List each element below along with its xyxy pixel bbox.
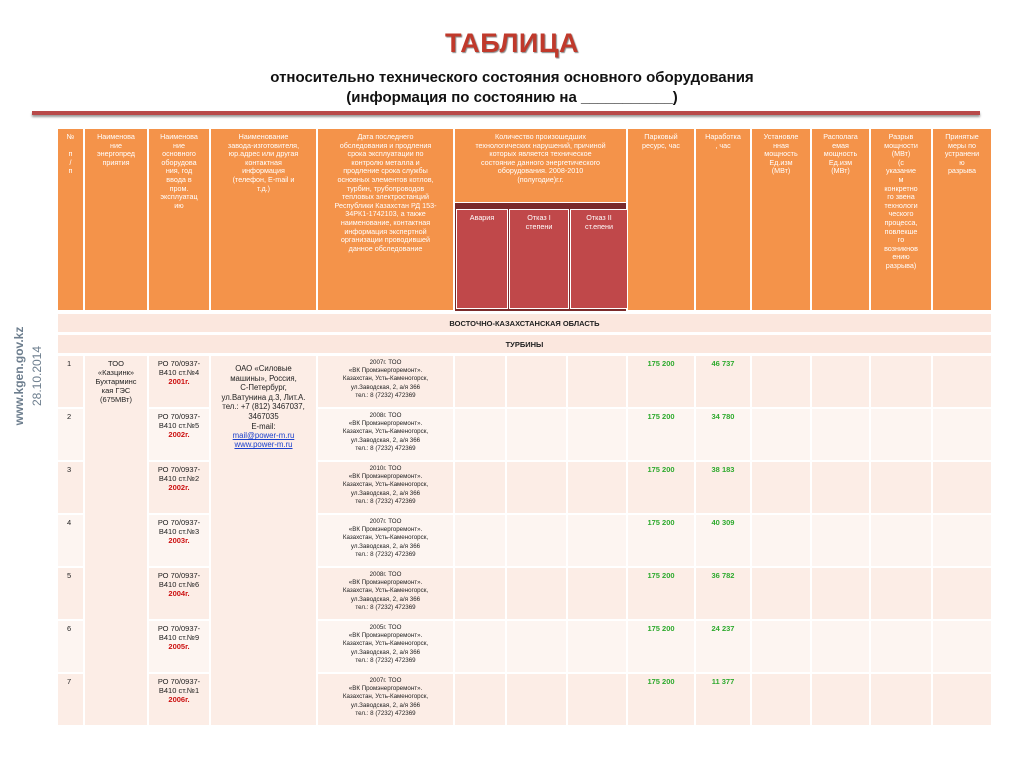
row-measures bbox=[932, 567, 992, 620]
row-accident bbox=[454, 673, 506, 726]
row-failure-2 bbox=[567, 355, 627, 408]
row-failure-1 bbox=[506, 514, 567, 567]
header-failure-2: Отказ II ст.епени bbox=[570, 209, 628, 309]
row-park-resource: 175 200 bbox=[627, 673, 695, 726]
row-failure-2 bbox=[567, 567, 627, 620]
commission-year: 2002г. bbox=[168, 483, 190, 492]
equipment-name: РО 70/0937- В410 ст.№6 bbox=[157, 571, 201, 589]
row-measures bbox=[932, 514, 992, 567]
row-runtime: 24 237 bbox=[695, 620, 751, 673]
row-runtime: 40 309 bbox=[695, 514, 751, 567]
manufacturer-email-link[interactable]: mail@power-m.ru bbox=[232, 431, 295, 441]
row-runtime: 46 737 bbox=[695, 355, 751, 408]
row-measures bbox=[932, 461, 992, 514]
header-capacity-gap: Разрыв мощности (МВт) (с указание м конкретно го звена технологи ческого процесса, повлекше го возникнов ению разрыва) bbox=[870, 128, 932, 311]
row-installed bbox=[751, 355, 811, 408]
row-num: 6 bbox=[57, 620, 84, 673]
commission-year: 2001г. bbox=[168, 377, 190, 386]
row-available bbox=[811, 620, 870, 673]
row-park-resource: 175 200 bbox=[627, 461, 695, 514]
row-measures bbox=[932, 408, 992, 461]
row-accident bbox=[454, 620, 506, 673]
row-equipment bbox=[148, 673, 210, 726]
header-num: № п / п bbox=[57, 128, 84, 311]
row-measures bbox=[932, 673, 992, 726]
header-available-capacity: Располага емая мощность Ед.изм (МВт) bbox=[811, 128, 870, 311]
header-failure-1: Отказ I степени bbox=[509, 209, 569, 309]
row-num: 2 bbox=[57, 408, 84, 461]
row-failure-1 bbox=[506, 620, 567, 673]
row-inspection: 2007г. ТОО «ВК Промэнергоремонт». Казахстан, Усть-Каменогорск, ул.Заводская, 2, а/я 366 тел.: 8 (7232) 472369 bbox=[317, 514, 454, 567]
manufacturer-cell bbox=[210, 355, 317, 726]
row-available bbox=[811, 567, 870, 620]
row-park-resource: 175 200 bbox=[627, 620, 695, 673]
row-failure-1 bbox=[506, 673, 567, 726]
header-violations: Количество произошедших технологических нарушений, причиной которых является техническое состояние данного энергетического оборудования. 2008-2010 (полугодие)г.г. bbox=[454, 128, 627, 203]
equipment-name: РО 70/0937- В410 ст.№9 bbox=[157, 624, 201, 642]
commission-year: 2002г. bbox=[168, 430, 190, 439]
title-divider bbox=[32, 111, 980, 115]
row-equipment bbox=[148, 408, 210, 461]
row-failure-1 bbox=[506, 355, 567, 408]
header-manufacturer: Наименование завода-изготовителя, юр.адрес или другая контактная информация (телефон, E-mail и т.д.) bbox=[210, 128, 317, 311]
row-num: 7 bbox=[57, 673, 84, 726]
header-installed-capacity: Установле нная мощность Ед.изм (МВт) bbox=[751, 128, 811, 311]
row-equipment bbox=[148, 567, 210, 620]
plant-name-cell: ТОО «Казцинк» Бухтарминс кая ГЭС (675МВт) bbox=[84, 355, 148, 726]
manufacturer-website-link[interactable]: www.power-m.ru bbox=[234, 440, 293, 450]
row-failure-1 bbox=[506, 461, 567, 514]
row-runtime: 38 183 bbox=[695, 461, 751, 514]
header-equipment: Наименова ние основного оборудова ния, год ввода в пром. эксплуатац ию bbox=[148, 128, 210, 311]
equipment-name: РО 70/0937- В410 ст.№1 bbox=[157, 677, 201, 695]
equipment-name: РО 70/0937- В410 ст.№5 bbox=[157, 412, 201, 430]
row-installed bbox=[751, 461, 811, 514]
commission-year: 2006г. bbox=[168, 695, 190, 704]
equipment-name: РО 70/0937- В410 ст.№2 bbox=[157, 465, 201, 483]
side-caption bbox=[8, 318, 48, 428]
row-equipment bbox=[148, 461, 210, 514]
row-failure-2 bbox=[567, 673, 627, 726]
row-num: 4 bbox=[57, 514, 84, 567]
row-runtime: 11 377 bbox=[695, 673, 751, 726]
row-runtime: 36 782 bbox=[695, 567, 751, 620]
row-equipment bbox=[148, 620, 210, 673]
row-num: 1 bbox=[57, 355, 84, 408]
row-inspection: 2008г. ТОО «ВК Промэнергоремонт». Казахстан, Усть-Каменогорск, ул.Заводская, 2, а/я 366 тел.: 8 (7232) 472369 bbox=[317, 408, 454, 461]
row-accident bbox=[454, 514, 506, 567]
row-accident bbox=[454, 408, 506, 461]
header-park-resource: Парковый ресурс, час bbox=[627, 128, 695, 311]
row-inspection: 2007г. ТОО «ВК Промэнергоремонт». Казахстан, Усть-Каменогорск, ул.Заводская, 2, а/я 366 тел.: 8 (7232) 472369 bbox=[317, 355, 454, 408]
header-accident: Авария bbox=[456, 209, 508, 309]
row-installed bbox=[751, 673, 811, 726]
row-equipment bbox=[148, 355, 210, 408]
section-row: ТУРБИНЫ bbox=[57, 334, 992, 354]
commission-year: 2004г. bbox=[168, 589, 190, 598]
row-gap bbox=[870, 620, 932, 673]
commission-year: 2005г. bbox=[168, 642, 190, 651]
row-failure-1 bbox=[506, 408, 567, 461]
header-plant: Наименова ние энергопред приятия bbox=[84, 128, 148, 311]
equipment-name: РО 70/0937- В410 ст.№3 bbox=[157, 518, 201, 536]
row-gap bbox=[870, 514, 932, 567]
row-installed bbox=[751, 567, 811, 620]
header-runtime: Наработка , час bbox=[695, 128, 751, 311]
row-failure-2 bbox=[567, 461, 627, 514]
row-failure-1 bbox=[506, 567, 567, 620]
row-equipment bbox=[148, 514, 210, 567]
row-failure-2 bbox=[567, 514, 627, 567]
row-installed bbox=[751, 514, 811, 567]
row-available bbox=[811, 514, 870, 567]
region-row: ВОСТОЧНО-КАЗАХСТАНСКАЯ ОБЛАСТЬ bbox=[57, 313, 992, 333]
row-installed bbox=[751, 408, 811, 461]
row-gap bbox=[870, 567, 932, 620]
row-inspection: 2008г. ТОО «ВК Промэнергоремонт». Казахстан, Усть-Каменогорск, ул.Заводская, 2, а/я 366 тел.: 8 (7232) 472369 bbox=[317, 567, 454, 620]
equipment-name: РО 70/0937- В410 ст.№4 bbox=[157, 359, 201, 377]
row-num: 3 bbox=[57, 461, 84, 514]
page-title: ТАБЛИЦА bbox=[444, 28, 580, 58]
row-available bbox=[811, 408, 870, 461]
row-park-resource: 175 200 bbox=[627, 514, 695, 567]
row-available bbox=[811, 355, 870, 408]
row-gap bbox=[870, 461, 932, 514]
row-accident bbox=[454, 355, 506, 408]
page-subtitle: относительно технического состояния основного оборудования bbox=[270, 69, 754, 86]
row-gap bbox=[870, 355, 932, 408]
site-url: www.kgen.gov.kz bbox=[12, 326, 26, 426]
row-park-resource: 175 200 bbox=[627, 355, 695, 408]
row-available bbox=[811, 673, 870, 726]
row-park-resource: 175 200 bbox=[627, 567, 695, 620]
commission-year: 2003г. bbox=[168, 536, 190, 545]
page-subtitle-date: (информация по состоянию на ___________) bbox=[346, 89, 678, 106]
row-failure-2 bbox=[567, 620, 627, 673]
row-available bbox=[811, 461, 870, 514]
manufacturer-info: ОАО «Силовые машины», Россия, С-Петербург, ул.Ватунина д.3, Лит.А. тел.: +7 (812) 3467037, 3467035 E-mail: bbox=[221, 364, 306, 431]
row-runtime: 34 780 bbox=[695, 408, 751, 461]
row-park-resource: 175 200 bbox=[627, 408, 695, 461]
header-inspection: Дата последнего обследования и продления срока эксплуатации по контролю металла и продление срока службы основных элементов котлов, турбин, трубопроводов тепловых электростанций Республики Казахстан РД 153- 34РК1-1742103, а также наименование, контактная информация экспертной организации проводившей данное обследование bbox=[317, 128, 454, 311]
row-inspection: 2007г. ТОО «ВК Промэнергоремонт». Казахстан, Усть-Каменогорск, ул.Заводская, 2, а/я 366 тел.: 8 (7232) 472369 bbox=[317, 673, 454, 726]
row-measures bbox=[932, 620, 992, 673]
date-stamp: 28.10.2014 bbox=[30, 345, 44, 407]
header-measures: Принятые меры по устранени ю разрыва bbox=[932, 128, 992, 311]
row-gap bbox=[870, 408, 932, 461]
row-inspection: 2005г. ТОО «ВК Промэнергоремонт». Казахстан, Усть-Каменогорск, ул.Заводская, 2, а/я 366 тел.: 8 (7232) 472369 bbox=[317, 620, 454, 673]
row-num: 5 bbox=[57, 567, 84, 620]
row-accident bbox=[454, 461, 506, 514]
row-accident bbox=[454, 567, 506, 620]
row-failure-2 bbox=[567, 408, 627, 461]
row-measures bbox=[932, 355, 992, 408]
row-gap bbox=[870, 673, 932, 726]
row-inspection: 2010г. ТОО «ВК Промэнергоремонт». Казахстан, Усть-Каменогорск, ул.Заводская, 2, а/я 366 тел.: 8 (7232) 472369 bbox=[317, 461, 454, 514]
row-installed bbox=[751, 620, 811, 673]
